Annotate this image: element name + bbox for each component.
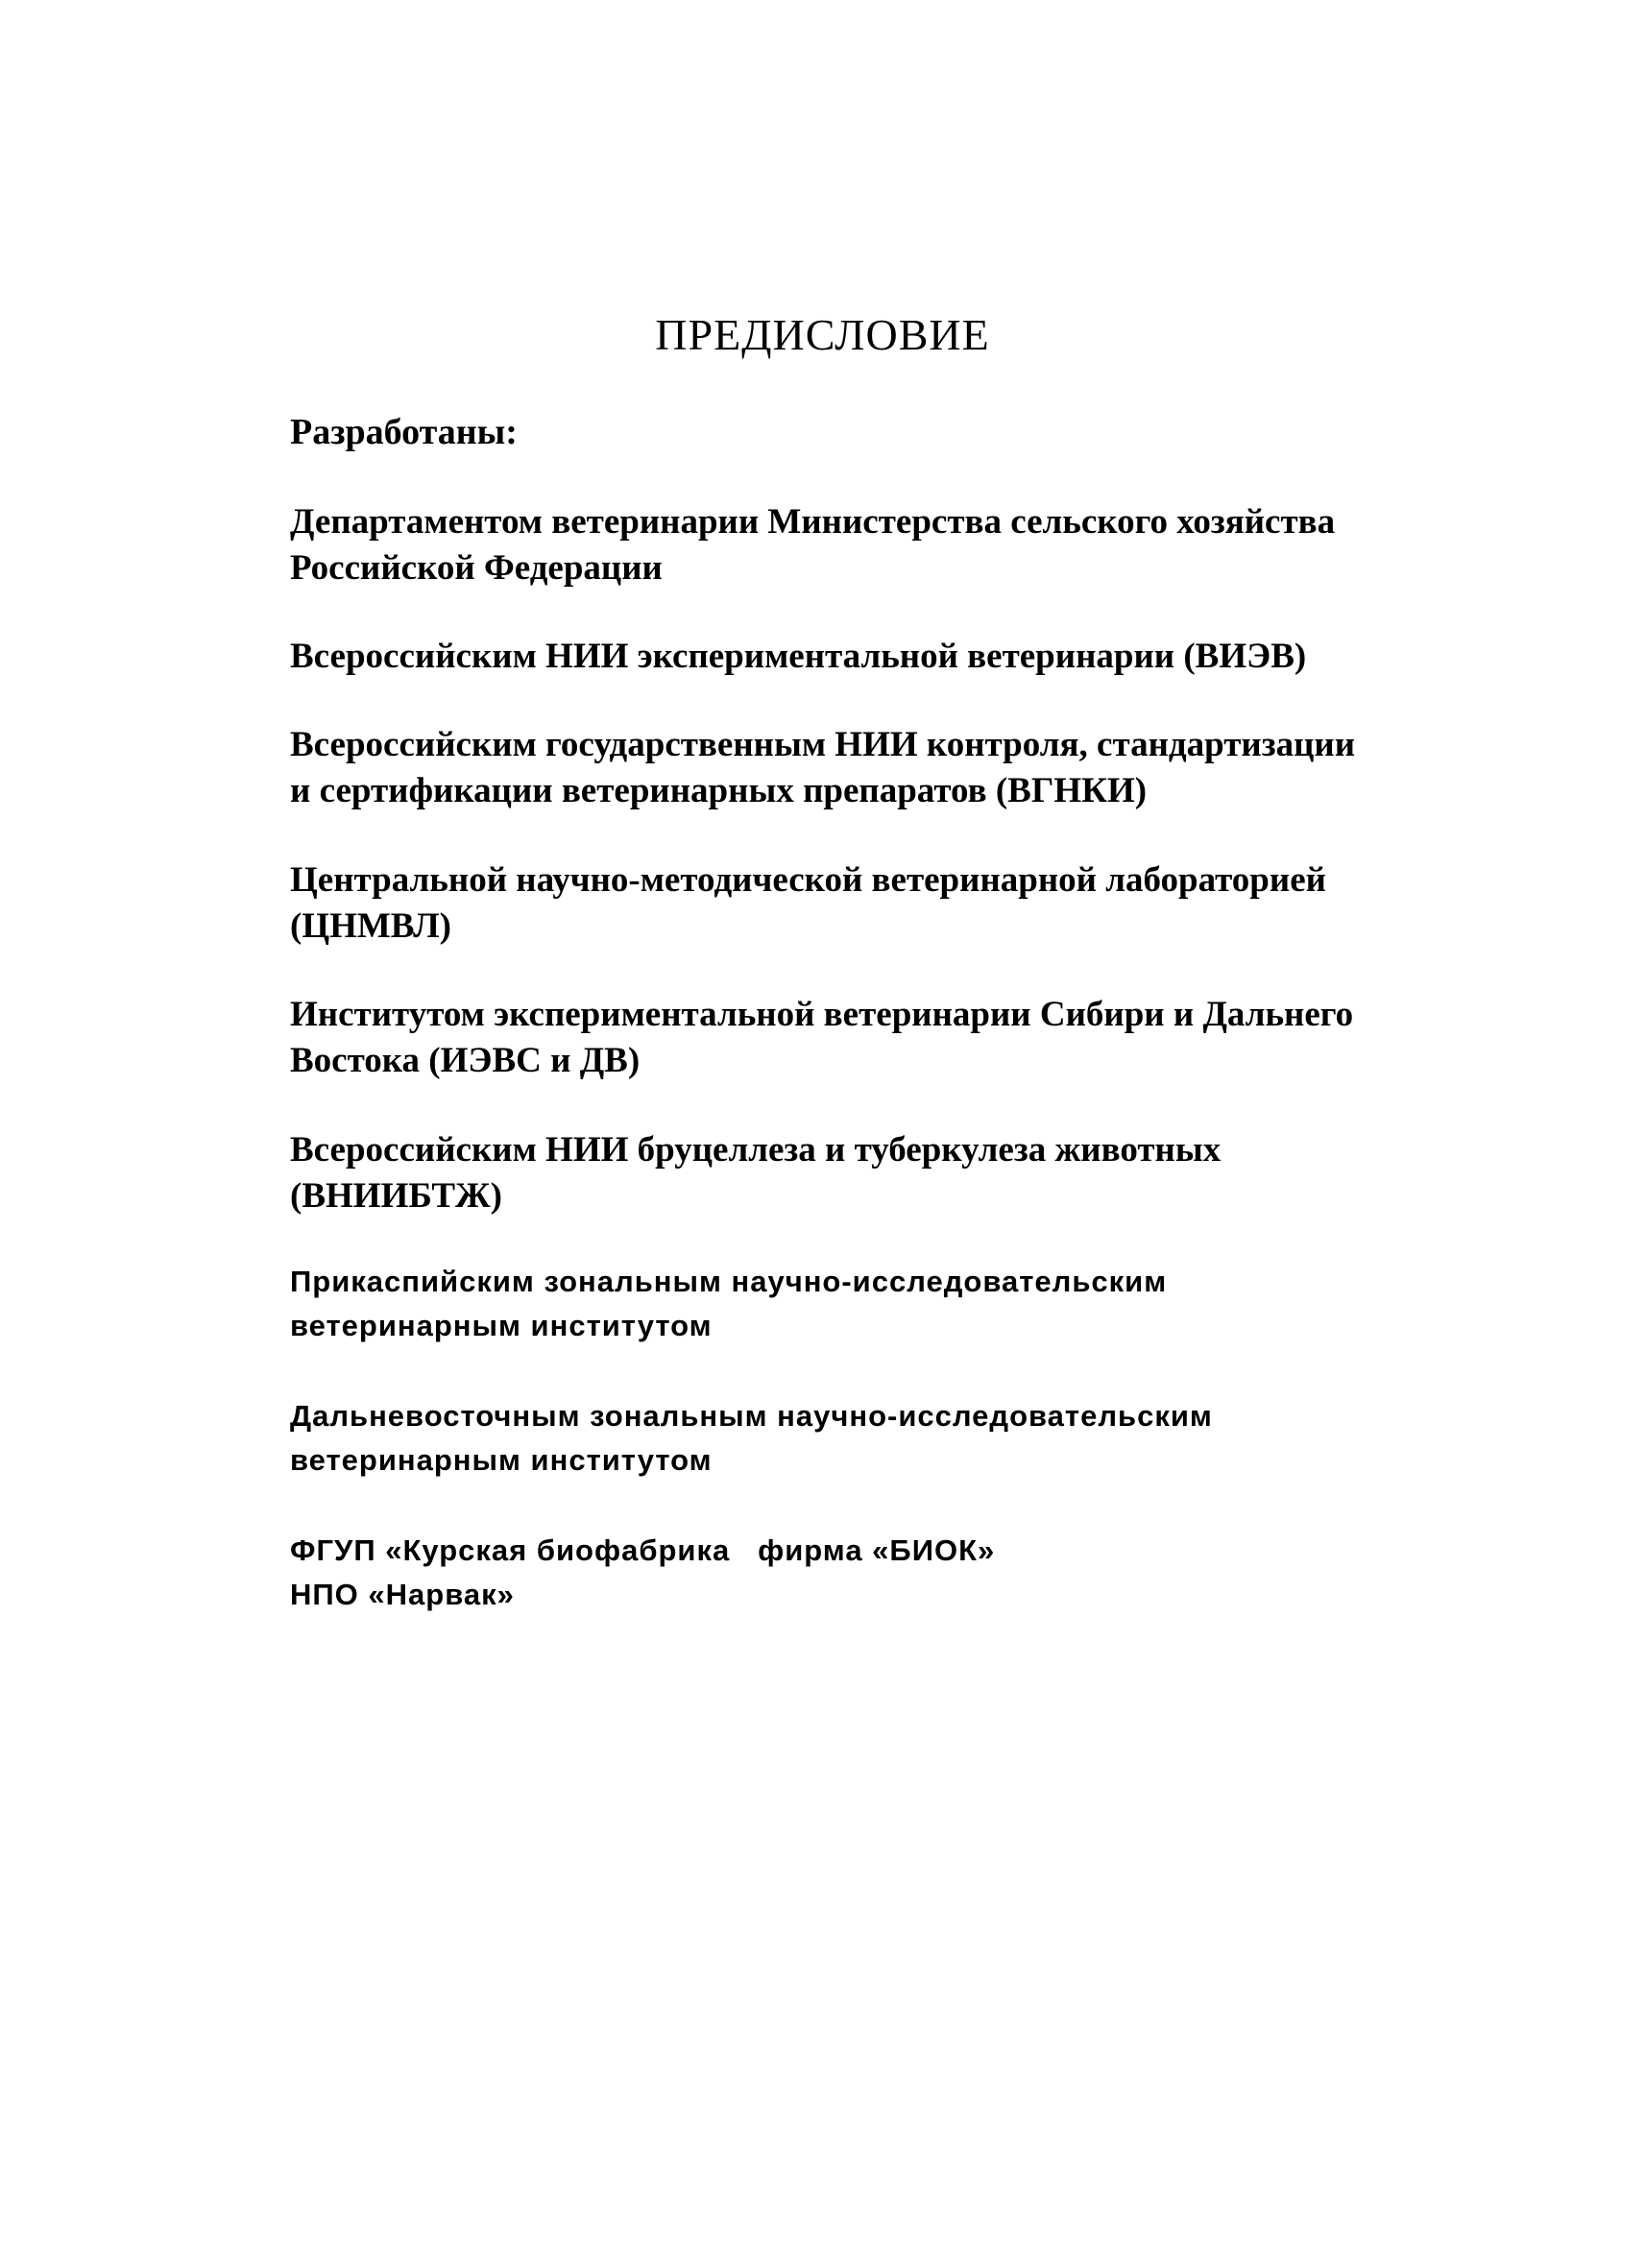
org-line: ветеринарным институтом (290, 1443, 713, 1477)
org-line: Прикаспийским зональным научно-исследовательским (290, 1265, 1168, 1298)
org-item (290, 857, 1423, 950)
org-item (290, 992, 1423, 1084)
org-line: НПО «Нарвак» (290, 1578, 515, 1611)
org-line: Всероссийским государственным НИИ контроля, стандартизации (290, 725, 1356, 764)
org-line: Российской Федерации (290, 548, 663, 588)
org-line: Институтом экспериментальной ветеринарии Сибири и Дальнего (290, 995, 1354, 1034)
org-line: Всероссийским НИИ экспериментальной ветеринарии (ВИЭВ) (290, 637, 1307, 676)
org-line: Всероссийским НИИ бруцеллеза и туберкулеза животных (290, 1130, 1222, 1170)
org-item (290, 722, 1423, 814)
org-line: Дальневосточным зональным научно-исследовательским (290, 1399, 1213, 1433)
org-item (290, 1529, 1423, 1617)
org-line: Востока (ИЭВС и ДВ) (290, 1041, 641, 1080)
org-line: ветеринарным институтом (290, 1309, 713, 1342)
org-item (290, 1260, 1423, 1348)
page-title: ПРЕДИСЛОВИЕ (655, 310, 990, 359)
org-item (290, 1127, 1423, 1219)
org-line: ФГУП «Курская биофабрика фирма «БИОК» (290, 1533, 996, 1567)
org-line: (ВНИИБТЖ) (290, 1176, 502, 1216)
org-item (290, 499, 1423, 591)
intro-label: Разработаны: (290, 412, 518, 452)
org-item (290, 634, 1423, 680)
org-line: и сертификации ветеринарных препаратов (ВГНКИ) (290, 771, 1148, 810)
org-line: (ЦНМВЛ) (290, 906, 451, 946)
org-line: Центральной научно-методической ветеринарной лабораторией (290, 860, 1326, 900)
org-line: Департаментом ветеринарии Министерства сельского хозяйства (290, 502, 1336, 542)
org-item (290, 1394, 1423, 1483)
